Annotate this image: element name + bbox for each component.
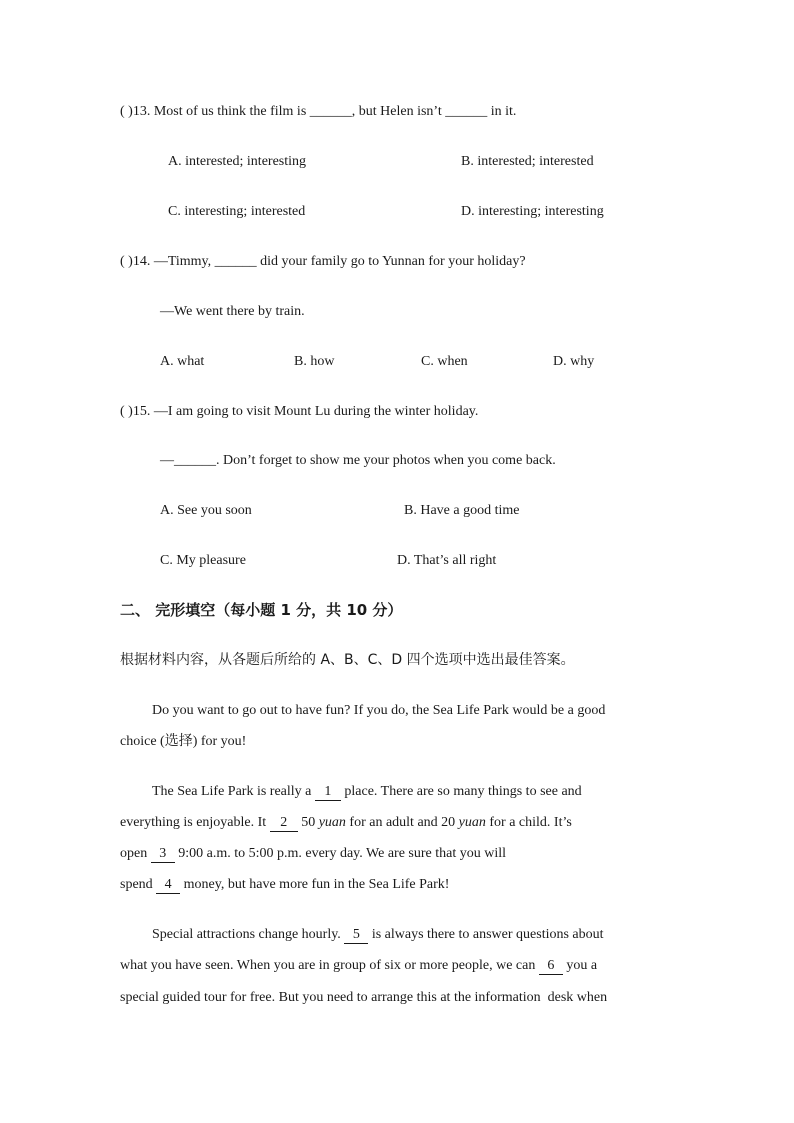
- q13-text-b: , but Helen isn’t: [351, 104, 446, 119]
- q13-option-d: D. interesting; interesting: [461, 204, 604, 219]
- p3-l2-text-b: you a: [562, 958, 598, 973]
- question-15-stem: ( )15. —I am going to visit Mount Lu during the winter holiday.: [120, 404, 479, 419]
- p2-l1-text-b: place. There are so many things to see and: [340, 784, 582, 799]
- cloze-blank-3: 3: [151, 846, 175, 863]
- passage-p2-line-4: [120, 875, 449, 895]
- q14-option-c: C. when: [421, 354, 468, 369]
- q15-option-d: D. That’s all right: [397, 553, 497, 568]
- p2-l1-text-a: The Sea Life Park is really a: [152, 784, 315, 799]
- passage-p1-line-2: choice (选择) for you!: [120, 734, 247, 749]
- p2-l4-text-a: spend: [120, 877, 157, 892]
- q14-option-b: B. how: [294, 354, 335, 369]
- q13-text-c: in it.: [487, 104, 517, 119]
- question-13-stem: [120, 102, 516, 122]
- passage-p3-line-2: [120, 956, 597, 976]
- q14-option-a: A. what: [160, 354, 205, 369]
- passage-p3-line-1: [152, 925, 604, 945]
- passage-p3-line-3: special guided tour for free. But you need to arrange this at the information desk when: [120, 990, 608, 1005]
- passage-p2-line-1: [152, 782, 582, 802]
- passage-p1-line-1: Do you want to go out to have fun? If you do, the Sea Life Park would be a good: [152, 703, 606, 718]
- q15-option-b: B. Have a good time: [404, 503, 520, 518]
- p2-l2-text-c: for an adult and 20: [345, 815, 459, 830]
- q13-option-b: B. interested; interested: [461, 154, 594, 169]
- q13-blank-2: ______: [445, 104, 488, 119]
- section-2-instruction: 根据材料内容，从各题后所给的 A、B、C、D 四个选项中选出最佳答案。: [120, 652, 575, 668]
- q15-reply-text: . Don’t forget to show me your photos when you come back.: [216, 453, 556, 468]
- p3-l1-text-b: is always there to answer questions about: [368, 927, 604, 942]
- q15-option-c: C. My pleasure: [160, 553, 246, 568]
- p3-l1-text-a: Special attractions change hourly.: [152, 927, 345, 942]
- q13-text-a: ( )13. Most of us think the film is: [120, 104, 310, 119]
- q15-reply: [160, 451, 556, 471]
- q14-blank-1: ______: [214, 254, 257, 269]
- passage-p2-line-3: [120, 844, 506, 864]
- q15-reply-dash: —: [160, 453, 174, 468]
- q14-reply: —We went there by train.: [160, 304, 305, 319]
- p3-l2-text-a: what you have seen. When you are in group of six or more people, we can: [120, 958, 539, 973]
- p2-l3-text-b: 9:00 a.m. to 5:00 p.m. every day. We are sure that you will: [174, 846, 507, 861]
- q15-blank-1: ______: [174, 453, 216, 468]
- q14-option-d: D. why: [553, 354, 595, 369]
- cloze-blank-1: 1: [315, 784, 341, 801]
- p2-l2-text-b: 50: [297, 815, 319, 830]
- q14-text-b: did your family go to Yunnan for your holiday?: [256, 254, 526, 269]
- cloze-blank-6: 6: [539, 958, 563, 975]
- q15-option-a: A. See you soon: [160, 503, 252, 518]
- q13-option-a: A. interested; interesting: [168, 154, 307, 169]
- q14-text-a: ( )14. —Timmy,: [120, 254, 215, 269]
- passage-p2-line-2: [120, 813, 572, 833]
- q13-blank-1: ______: [309, 104, 352, 119]
- section-2-title: 二、 完形填空（每小题 1 分，共 10 分）: [120, 601, 403, 619]
- cloze-blank-5: 5: [344, 927, 368, 944]
- p2-l4-text-b: money, but have more fun in the Sea Life Park!: [180, 877, 450, 892]
- p2-l2-yuan-2: yuan: [458, 815, 486, 830]
- q13-option-c: C. interesting; interested: [168, 204, 306, 219]
- p2-l2-text-a: everything is enjoyable. It: [120, 815, 270, 830]
- cloze-blank-4: 4: [156, 877, 180, 894]
- question-14-stem: [120, 252, 526, 272]
- p2-l2-yuan-1: yuan: [318, 815, 346, 830]
- cloze-blank-2: 2: [270, 815, 298, 832]
- p2-l2-text-d: for a child. It’s: [485, 815, 572, 830]
- p2-l3-text-a: open: [120, 846, 151, 861]
